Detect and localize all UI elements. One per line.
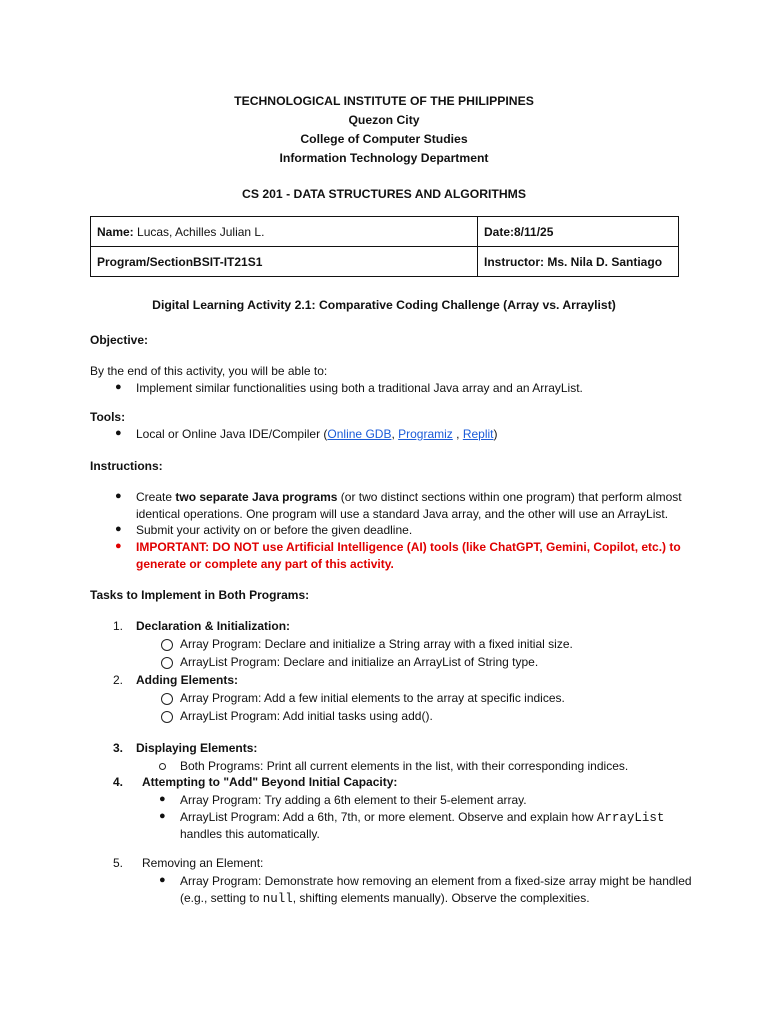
circle-bullet-icon [159,763,166,770]
task-5-number: 5. [113,856,124,870]
circle-bullet-icon [161,639,173,651]
instruction-2: Submit your activity on or before the given deadline. [136,523,413,537]
task-1-number: 1. [113,619,124,633]
instructions-heading: Instructions: [90,459,163,473]
program-cell: Program/SectionBSIT-IT21S1 [91,247,478,277]
task-4-b-line1 [180,810,664,825]
task-1-b: ArrayList Program: Declare and initialize an ArrayList of String type. [180,655,539,669]
name-value: Lucas, Achilles Julian L. [133,224,265,239]
task-5-title: Removing an Element: [142,856,264,870]
task-3-title: Displaying Elements: [136,741,258,755]
institute-name: TECHNOLOGICAL INSTITUTE OF THE PHILIPPINES [234,94,534,108]
instruction-1-line2: identical operations. One program will use a standard Java array, and the other will use an ArrayList. [136,507,669,521]
link-online-gdb[interactable]: Online GDB [327,427,392,441]
info-row-name [91,217,679,247]
task-4-title: Attempting to "Add" Beyond Initial Capacity: [142,775,398,789]
name-cell [91,217,478,247]
task-4-number: 4. [113,775,124,789]
task-5-a-line1: Array Program: Demonstrate how removing an element from a fixed-size array might be handled [180,874,692,888]
tools-sep: , [452,427,463,441]
college-name: College of Computer Studies [300,132,468,146]
instructor-cell: Instructor: Ms. Nila D. Santiago [478,247,679,277]
tools-suffix: ) [493,427,498,441]
task-3-a: Both Programs: Print all current elements in the list, with their corresponding indices. [180,759,629,773]
task-4-b-pre: ArrayList Program: Add a 6th, 7th, or more element. Observe and explain how [180,810,597,824]
circle-bullet-icon [161,711,173,723]
bullet-icon: ● [159,874,166,886]
date-cell: Date:8/11/25 [478,217,679,247]
task-1-title: Declaration & Initialization: [136,619,291,633]
bullet-icon: ● [115,490,122,502]
tools-sep: , [391,427,399,441]
objective-intro: By the end of this activity, you will be able to: [90,364,328,378]
task-2-title: Adding Elements: [136,673,239,687]
objective-bullet: Implement similar functionalities using both a traditional Java array and an ArrayList. [136,381,583,395]
bullet-icon: ● [115,540,122,552]
task-5-a-post: , shifting elements manually). Observe the complexities. [292,891,590,905]
instruction-1-post: (or two distinct sections within one program) that perform almost [337,490,682,504]
bullet-icon: ● [115,523,122,535]
task-2-b: ArrayList Program: Add initial tasks using add(). [180,709,433,723]
tools-heading: Tools: [90,410,126,424]
instruction-1-bold: two separate Java programs [175,490,338,504]
link-replit[interactable]: Replit [462,427,494,441]
bullet-icon: ● [115,381,122,393]
task-1-a: Array Program: Declare and initialize a String array with a fixed initial size. [180,637,573,651]
task-5-a-pre: (e.g., setting to [180,891,263,905]
task-2-number: 2. [113,673,124,687]
task-5-a-code: null [262,892,293,906]
link-programiz[interactable]: Programiz [398,427,453,441]
task-2-a: Array Program: Add a few initial elements to the array at specific indices. [180,691,565,705]
circle-bullet-icon [161,693,173,705]
instruction-1-pre: Create [136,490,176,504]
department-name: Information Technology Department [279,151,489,165]
bullet-icon: ● [159,793,166,805]
institute-city: Quezon City [348,113,420,127]
task-4-a: Array Program: Try adding a 6th element to their 5-element array. [180,793,527,807]
task-5-a-line2 [180,891,590,906]
instruction-3-line2: generate or complete any part of this activity. [136,557,394,571]
instruction-3-line1: IMPORTANT: DO NOT use Artificial Intelligence (AI) tools (like ChatGPT, Gemini, Copilot, etc.) to [136,540,681,554]
name-label: Name: [97,224,134,239]
tools-line [136,427,498,441]
course-title: CS 201 - DATA STRUCTURES AND ALGORITHMS [242,187,526,201]
bullet-icon: ● [115,427,122,439]
circle-bullet-icon [161,657,173,669]
task-4-b-code: ArrayList [596,811,665,825]
task-4-b-line2: handles this automatically. [180,827,320,841]
task-3-number: 3. [113,741,124,755]
instruction-1-line1 [136,490,682,504]
tasks-heading: Tasks to Implement in Both Programs: [90,588,310,602]
info-row-program [91,247,679,277]
student-info-table [90,216,679,277]
activity-title: Digital Learning Activity 2.1: Comparative Coding Challenge (Array vs. Arraylist) [152,298,616,312]
bullet-icon: ● [159,810,166,822]
objective-heading: Objective: [90,333,149,347]
tools-prefix: Local or Online Java IDE/Compiler ( [136,427,328,441]
